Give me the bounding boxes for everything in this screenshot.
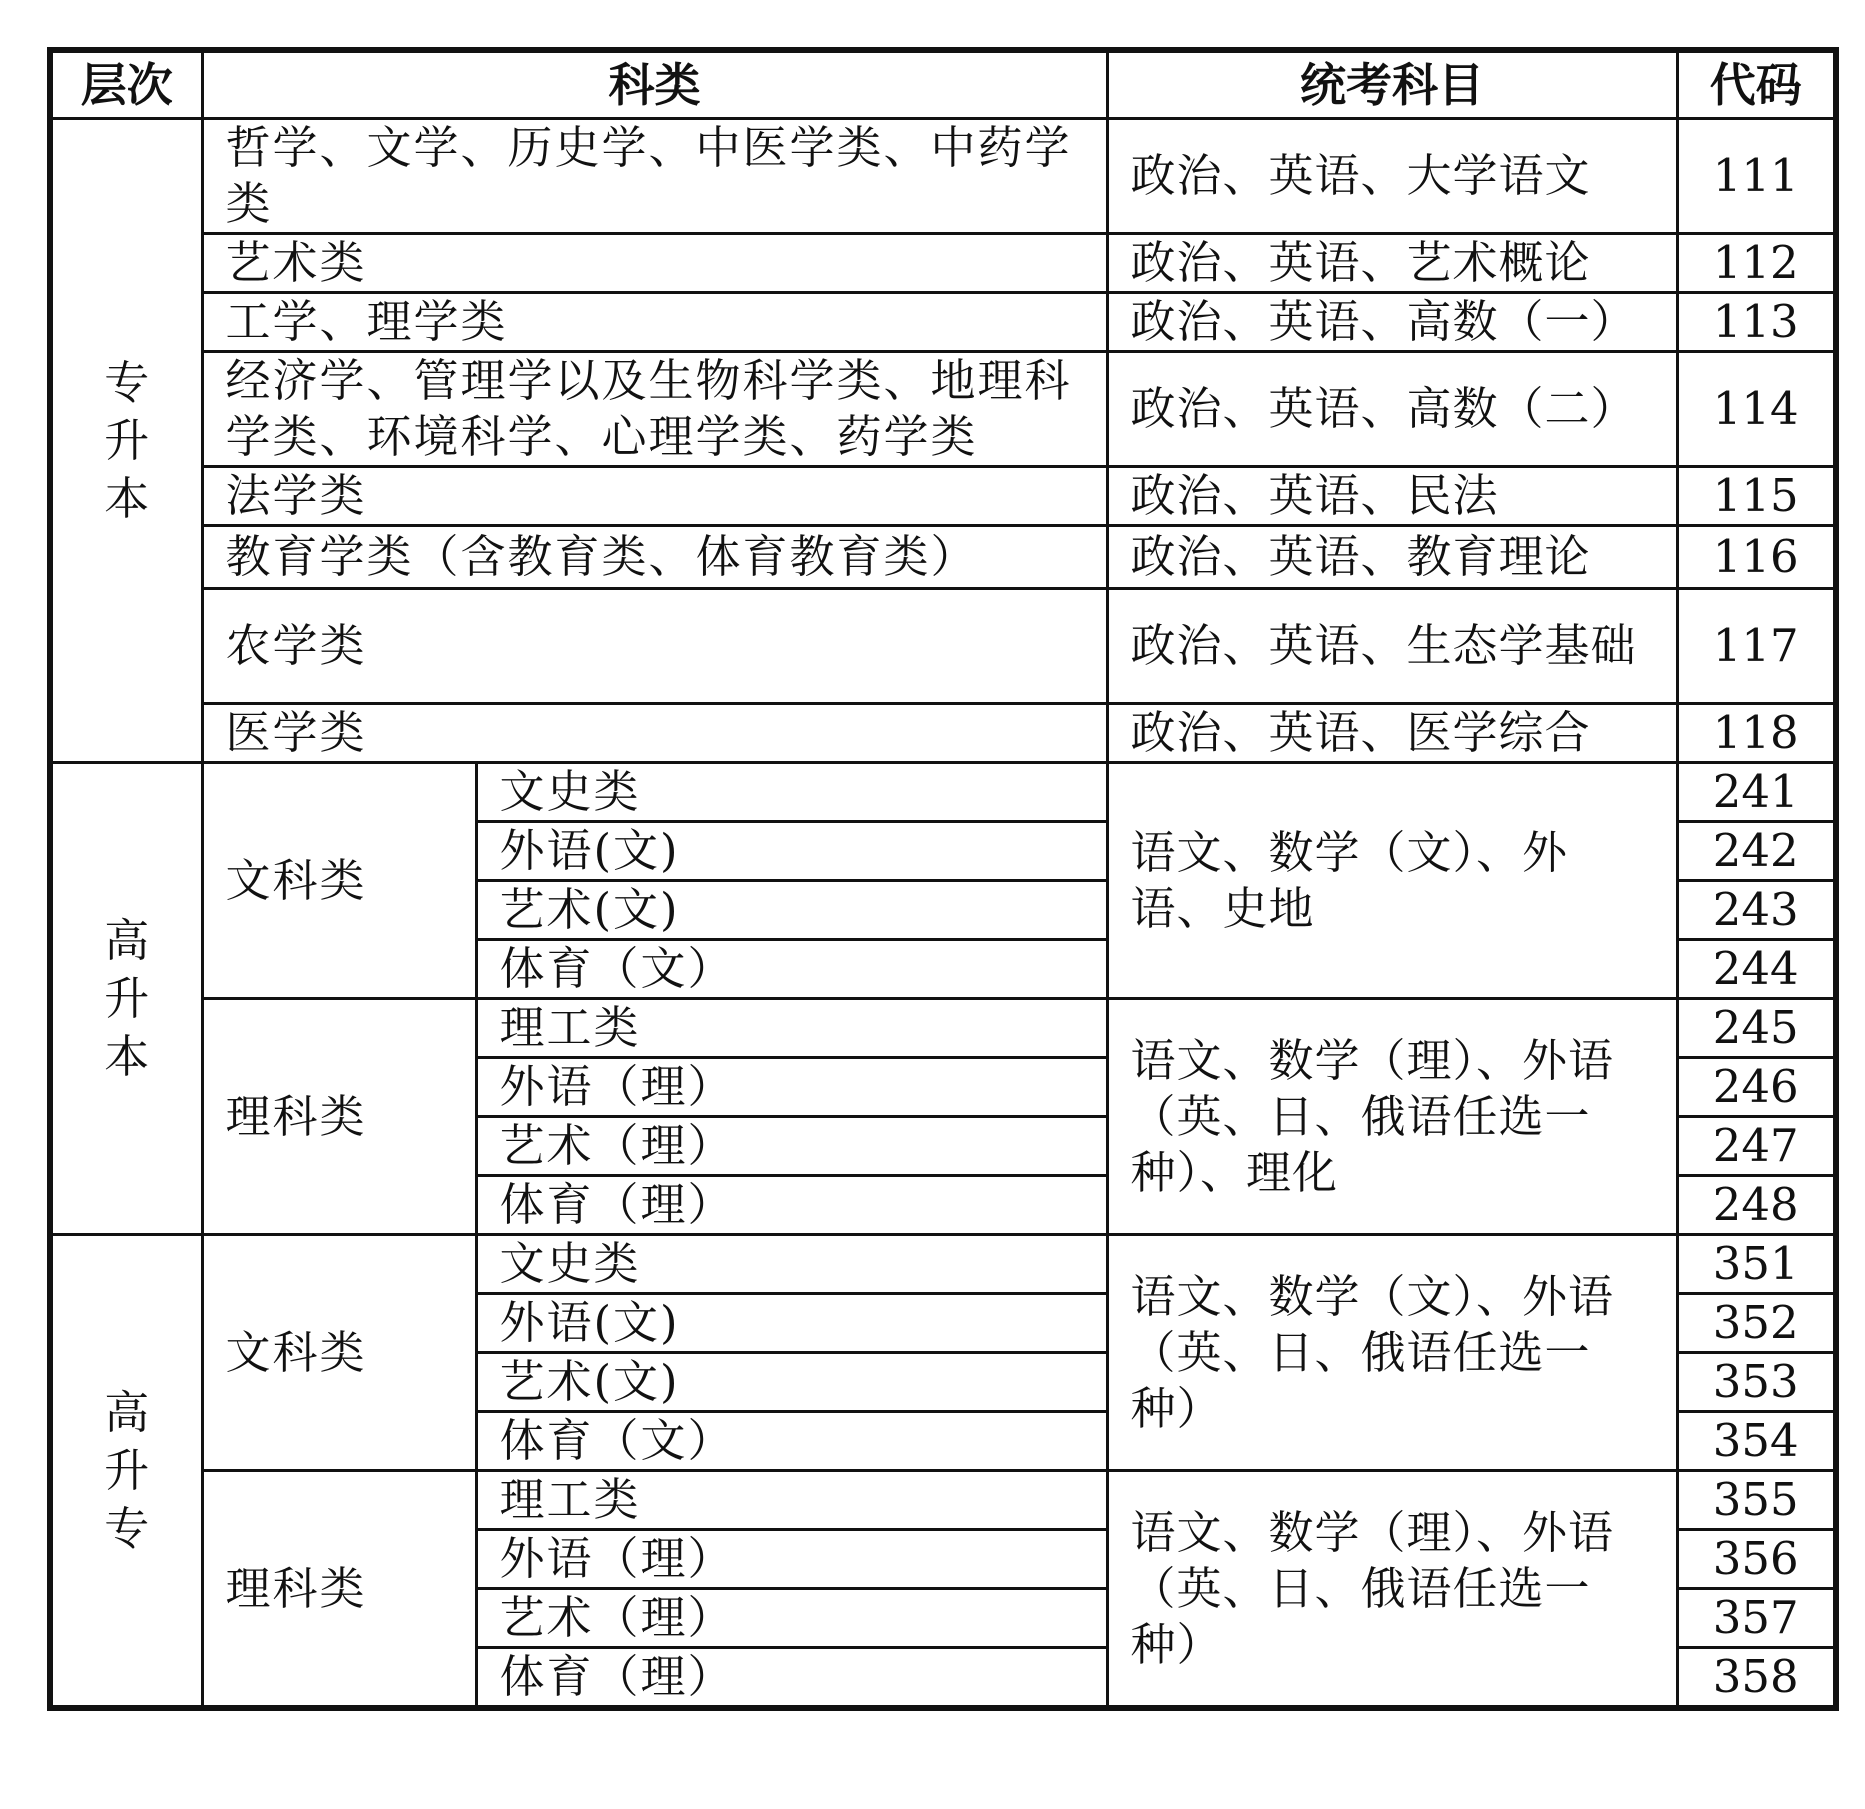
code-cell: 241 xyxy=(1677,763,1836,822)
subcategory-cell: 艺术（理） xyxy=(476,1589,1107,1648)
group-cell: 文科类 xyxy=(202,1235,476,1471)
code-cell: 113 xyxy=(1677,293,1836,352)
code-cell: 247 xyxy=(1677,1117,1836,1176)
table-row xyxy=(50,999,1836,1058)
subcategory-cell: 艺术(文) xyxy=(476,881,1107,940)
code-cell: 117 xyxy=(1677,589,1836,704)
subcategory-cell: 理工类 xyxy=(476,999,1107,1058)
header-level: 层次 xyxy=(50,50,202,119)
header-category: 科类 xyxy=(202,50,1107,119)
subcategory-cell: 外语（理） xyxy=(476,1530,1107,1589)
subcategory-cell: 文史类 xyxy=(476,763,1107,822)
table-row xyxy=(50,1471,1836,1530)
code-cell: 248 xyxy=(1677,1176,1836,1235)
header-code: 代码 xyxy=(1677,50,1836,119)
category-cell: 医学类 xyxy=(202,704,1107,763)
exam-subjects-table xyxy=(47,47,1839,1711)
subcategory-cell: 外语(文) xyxy=(476,822,1107,881)
subjects-cell: 政治、英语、生态学基础 xyxy=(1107,589,1677,704)
code-cell: 352 xyxy=(1677,1294,1836,1353)
code-cell: 246 xyxy=(1677,1058,1836,1117)
code-cell: 244 xyxy=(1677,940,1836,999)
category-cell: 哲学、文学、历史学、中医学类、中药学类 xyxy=(202,119,1107,234)
subjects-cell: 语文、数学（理）、外语（英、日、俄语任选一种）、理化 xyxy=(1107,999,1677,1235)
subjects-cell: 政治、英语、医学综合 xyxy=(1107,704,1677,763)
code-cell: 116 xyxy=(1677,526,1836,589)
table-row xyxy=(50,467,1836,526)
subjects-cell: 政治、英语、艺术概论 xyxy=(1107,234,1677,293)
code-cell: 351 xyxy=(1677,1235,1836,1294)
subjects-cell: 政治、英语、高数（一） xyxy=(1107,293,1677,352)
subcategory-cell: 艺术(文) xyxy=(476,1353,1107,1412)
level-cell-gsb: 高升本 xyxy=(50,763,202,1235)
code-cell: 358 xyxy=(1677,1648,1836,1709)
code-cell: 112 xyxy=(1677,234,1836,293)
category-cell: 工学、理学类 xyxy=(202,293,1107,352)
group-cell: 理科类 xyxy=(202,999,476,1235)
subcategory-cell: 理工类 xyxy=(476,1471,1107,1530)
code-cell: 242 xyxy=(1677,822,1836,881)
subcategory-cell: 体育（文） xyxy=(476,940,1107,999)
code-cell: 353 xyxy=(1677,1353,1836,1412)
category-cell: 经济学、管理学以及生物科学类、地理科学类、环境科学、心理学类、药学类 xyxy=(202,352,1107,467)
subjects-cell: 语文、数学（文）、外语（英、日、俄语任选一种） xyxy=(1107,1235,1677,1471)
code-cell: 118 xyxy=(1677,704,1836,763)
subcategory-cell: 文史类 xyxy=(476,1235,1107,1294)
subjects-cell: 政治、英语、高数（二） xyxy=(1107,352,1677,467)
code-cell: 115 xyxy=(1677,467,1836,526)
subjects-cell: 政治、英语、民法 xyxy=(1107,467,1677,526)
code-cell: 111 xyxy=(1677,119,1836,234)
subcategory-cell: 体育（文） xyxy=(476,1412,1107,1471)
code-cell: 355 xyxy=(1677,1471,1836,1530)
header-subjects: 统考科目 xyxy=(1107,50,1677,119)
code-cell: 114 xyxy=(1677,352,1836,467)
code-cell: 357 xyxy=(1677,1589,1836,1648)
level-cell-gsz: 高升专 xyxy=(50,1235,202,1709)
table-row xyxy=(50,526,1836,589)
category-cell: 农学类 xyxy=(202,589,1107,704)
group-cell: 文科类 xyxy=(202,763,476,999)
subcategory-cell: 体育（理） xyxy=(476,1648,1107,1709)
category-cell: 艺术类 xyxy=(202,234,1107,293)
table-row xyxy=(50,704,1836,763)
table-row xyxy=(50,234,1836,293)
category-cell: 教育学类（含教育类、体育教育类） xyxy=(202,526,1107,589)
header-row xyxy=(50,50,1836,119)
subjects-cell: 政治、英语、大学语文 xyxy=(1107,119,1677,234)
subjects-cell: 语文、数学（理）、外语（英、日、俄语任选一种） xyxy=(1107,1471,1677,1709)
subcategory-cell: 外语（理） xyxy=(476,1058,1107,1117)
subcategory-cell: 艺术（理） xyxy=(476,1117,1107,1176)
table-row xyxy=(50,352,1836,467)
subjects-cell: 语文、数学（文）、外语、史地 xyxy=(1107,763,1677,999)
table-row xyxy=(50,1235,1836,1294)
table-row xyxy=(50,589,1836,704)
level-cell-zsb: 专升本 xyxy=(50,119,202,763)
subcategory-cell: 外语(文) xyxy=(476,1294,1107,1353)
subcategory-cell: 体育（理） xyxy=(476,1176,1107,1235)
code-cell: 243 xyxy=(1677,881,1836,940)
group-cell: 理科类 xyxy=(202,1471,476,1709)
table-row xyxy=(50,763,1836,822)
table-row xyxy=(50,119,1836,234)
code-cell: 245 xyxy=(1677,999,1836,1058)
code-cell: 354 xyxy=(1677,1412,1836,1471)
category-cell: 法学类 xyxy=(202,467,1107,526)
subjects-cell: 政治、英语、教育理论 xyxy=(1107,526,1677,589)
table-row xyxy=(50,293,1836,352)
code-cell: 356 xyxy=(1677,1530,1836,1589)
